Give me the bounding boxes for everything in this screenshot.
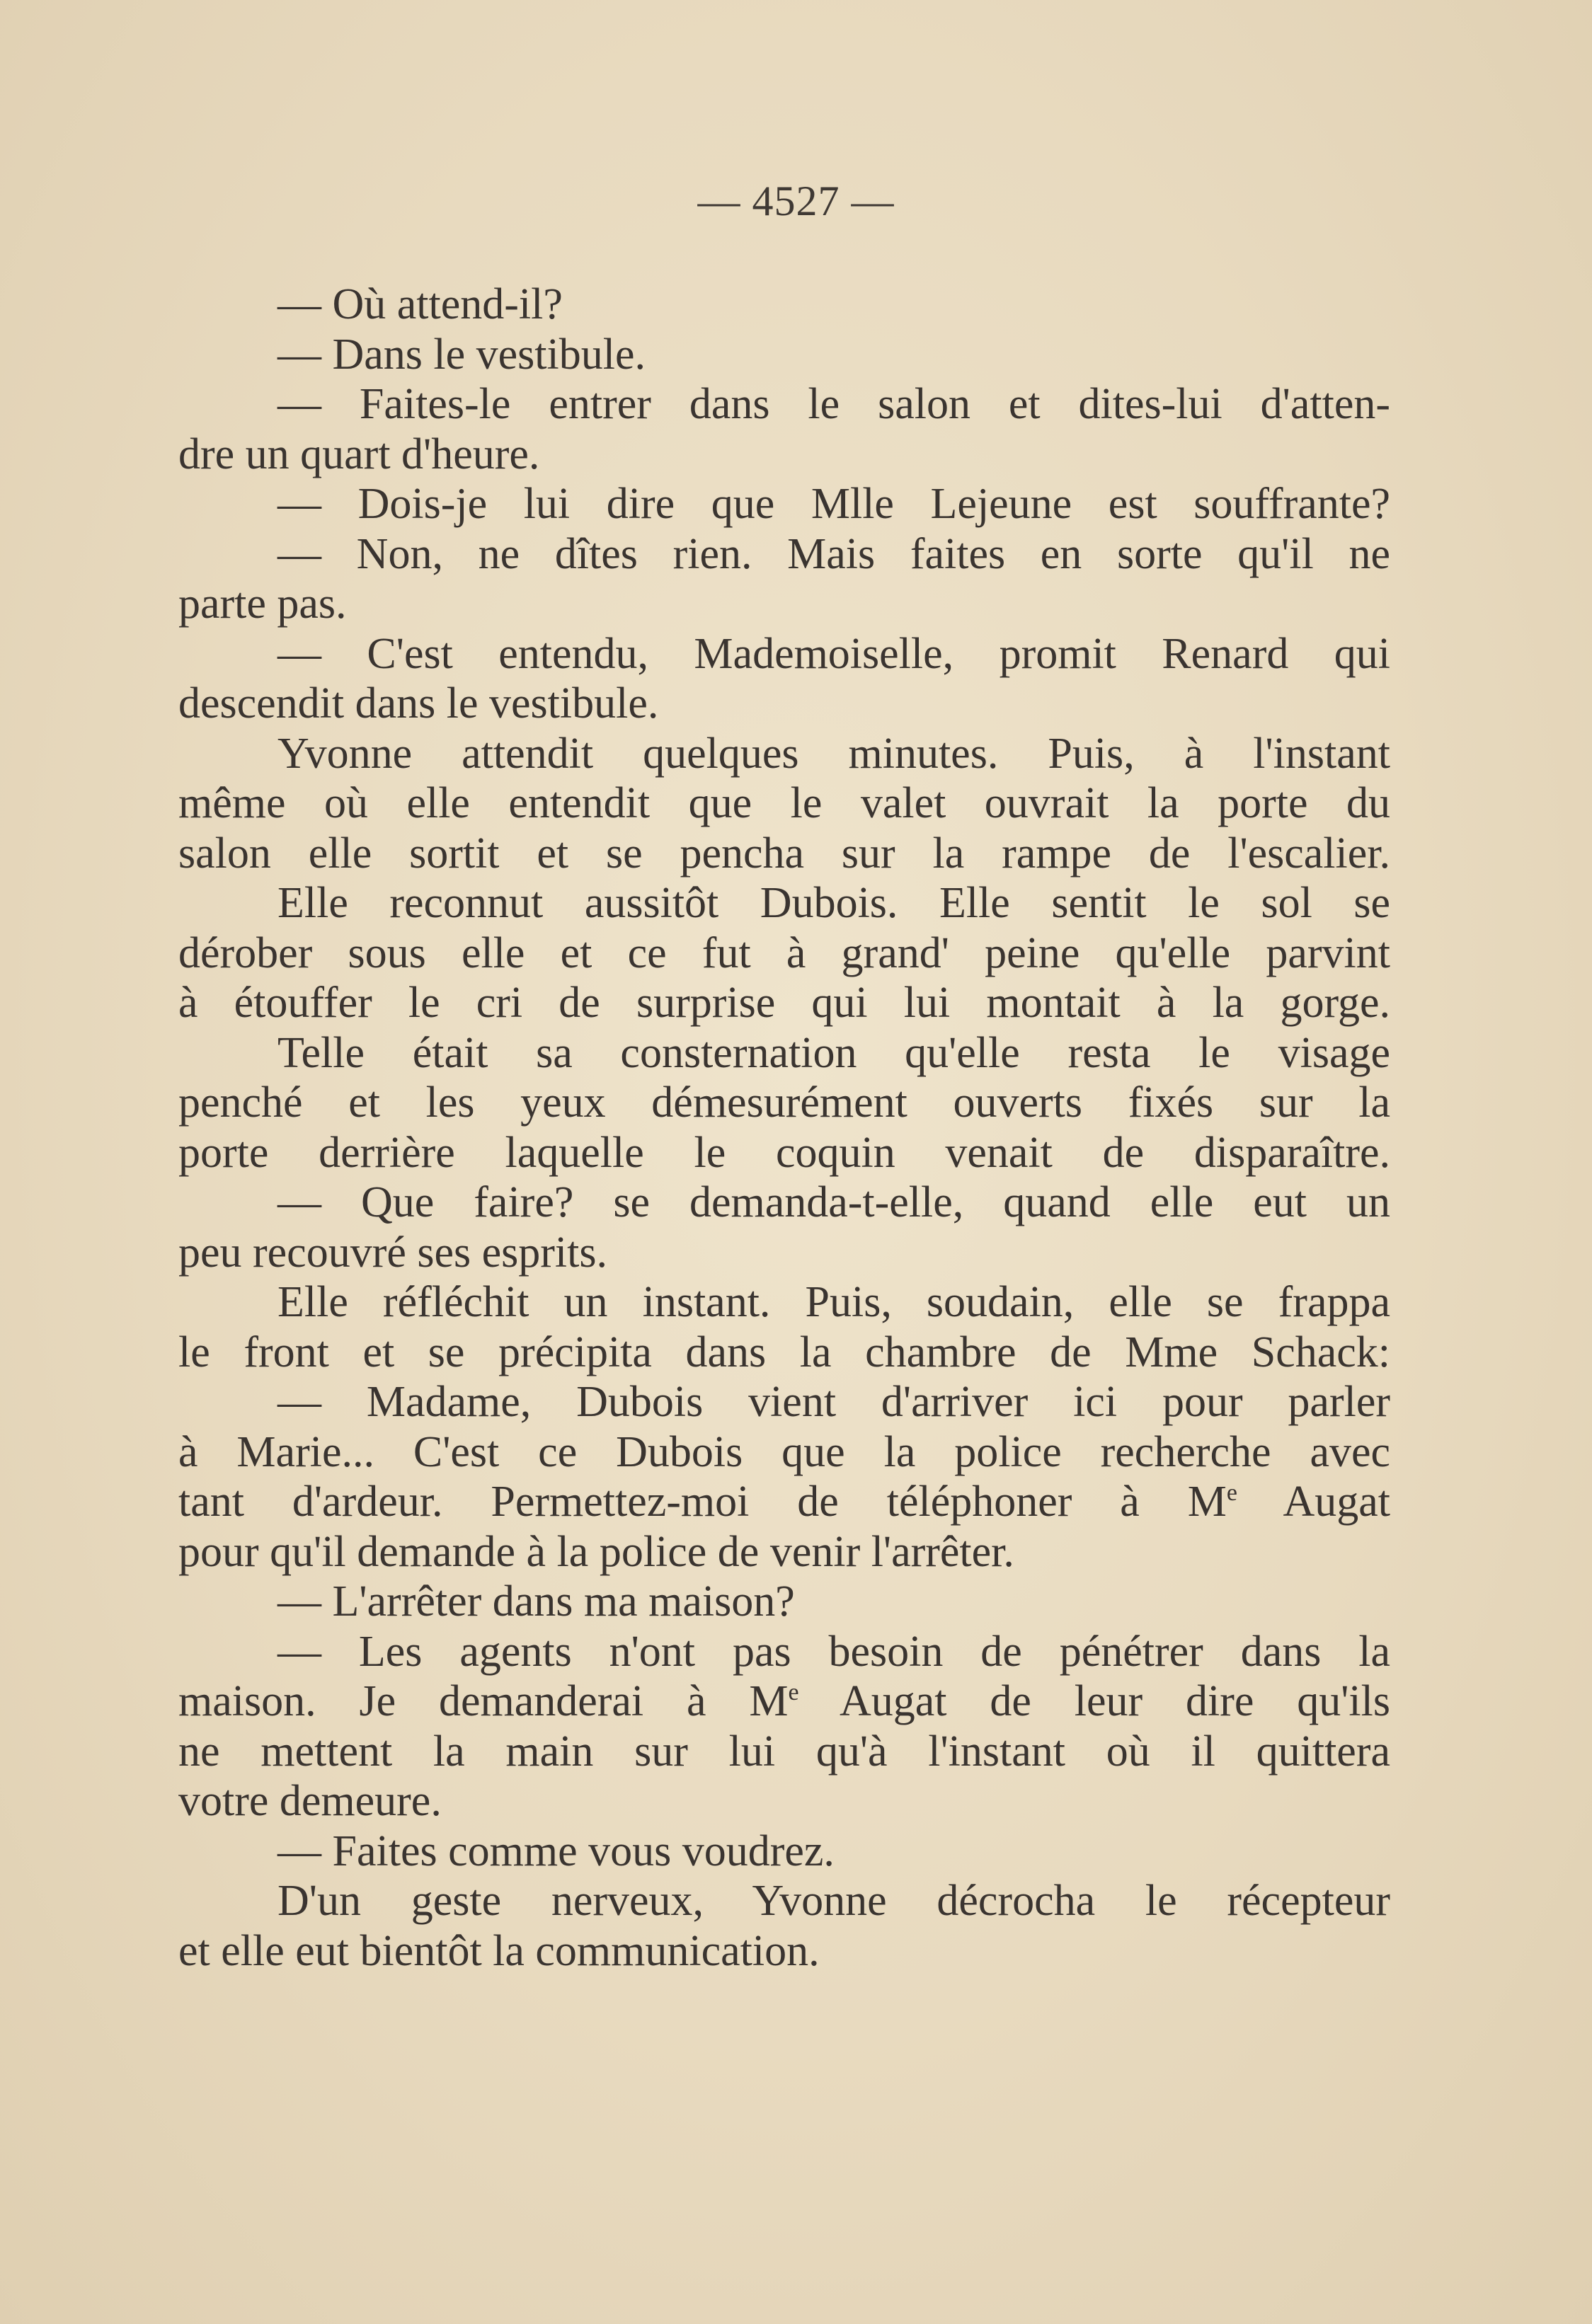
text-line: Elle réfléchit un instant. Puis, soudain, elle se frappa [277, 1278, 1390, 1326]
text-line: Elle reconnut aussitôt Dubois. Elle sentit le sol se [277, 879, 1390, 927]
text-line: à étouffer le cri de surprise qui lui montait à la gorge. [178, 979, 1390, 1027]
text-line: et elle eut bientôt la communication. [178, 1926, 820, 1975]
text-line: Telle était sa consternation qu'elle resta le visage [277, 1028, 1390, 1077]
text-line [178, 1477, 1390, 1527]
text-line: — Où attend-il? [277, 280, 563, 328]
text-line [178, 1676, 1390, 1727]
text-line: — Dans le vestibule. [277, 330, 646, 379]
text-line: dérober sous elle et ce fut à grand' peine qu'elle parvint [178, 928, 1390, 977]
text-line: descendit dans le vestibule. [178, 679, 659, 727]
text-line: le front et se précipita dans la chambre de Mme Schack: [178, 1328, 1390, 1376]
text-line: — Non, ne dîtes rien. Mais faites en sorte qu'il ne [277, 529, 1390, 578]
text-line: votre demeure. [178, 1777, 442, 1825]
text-line: porte derrière laquelle le coquin venait de disparaître. [178, 1128, 1390, 1177]
text-line: salon elle sortit et se pencha sur la rampe de l'escalier. [178, 829, 1390, 878]
text-line: penché et les yeux démesurément ouverts fixés sur la [178, 1078, 1390, 1127]
text-line: — Madame, Dubois vient d'arriver ici pour parler [277, 1378, 1390, 1426]
text-line: — Dois-je lui dire que Mlle Lejeune est souffrante? [277, 480, 1390, 528]
superscript: e [1226, 1480, 1237, 1506]
text-fragment: Augat [1237, 1478, 1390, 1526]
text-line: D'un geste nerveux, Yvonne décrocha le récepteur [277, 1877, 1390, 1925]
text-line: pour qu'il demande à la police de venir l'arrêter. [178, 1527, 1014, 1576]
body-text [178, 280, 1390, 1976]
text-line: — Faites comme vous voudrez. [277, 1827, 835, 1875]
text-line: — Que faire? se demanda-t-elle, quand elle eut un [277, 1178, 1390, 1226]
text-fragment: maison. Je demanderai à M [178, 1677, 789, 1725]
text-fragment: tant d'ardeur. Permettez-moi de téléphoner à M [178, 1478, 1227, 1526]
superscript: e [788, 1679, 799, 1705]
text-line: ne mettent la main sur lui qu'à l'instant où il quittera [178, 1727, 1390, 1776]
text-line: même où elle entendit que le valet ouvrait la porte du [178, 779, 1390, 827]
text-line: — Faites-le entrer dans le salon et dites-lui d'atten- [277, 380, 1390, 428]
text-line: — C'est entendu, Mademoiselle, promit Renard qui [277, 629, 1390, 678]
text-line: parte pas. [178, 580, 347, 628]
text-line: — Les agents n'ont pas besoin de pénétrer dans la [277, 1627, 1390, 1676]
text-line: peu recouvré ses esprits. [178, 1228, 608, 1277]
text-fragment: Augat de leur dire qu'ils [798, 1677, 1390, 1725]
text-line: à Marie... C'est ce Dubois que la police recherche avec [178, 1427, 1390, 1476]
text-line: dre un quart d'heure. [178, 430, 540, 478]
page-number: — 4527 — [697, 178, 895, 224]
text-line: Yvonne attendit quelques minutes. Puis, à l'instant [277, 729, 1390, 778]
text-line: — L'arrêter dans ma maison? [277, 1577, 795, 1626]
